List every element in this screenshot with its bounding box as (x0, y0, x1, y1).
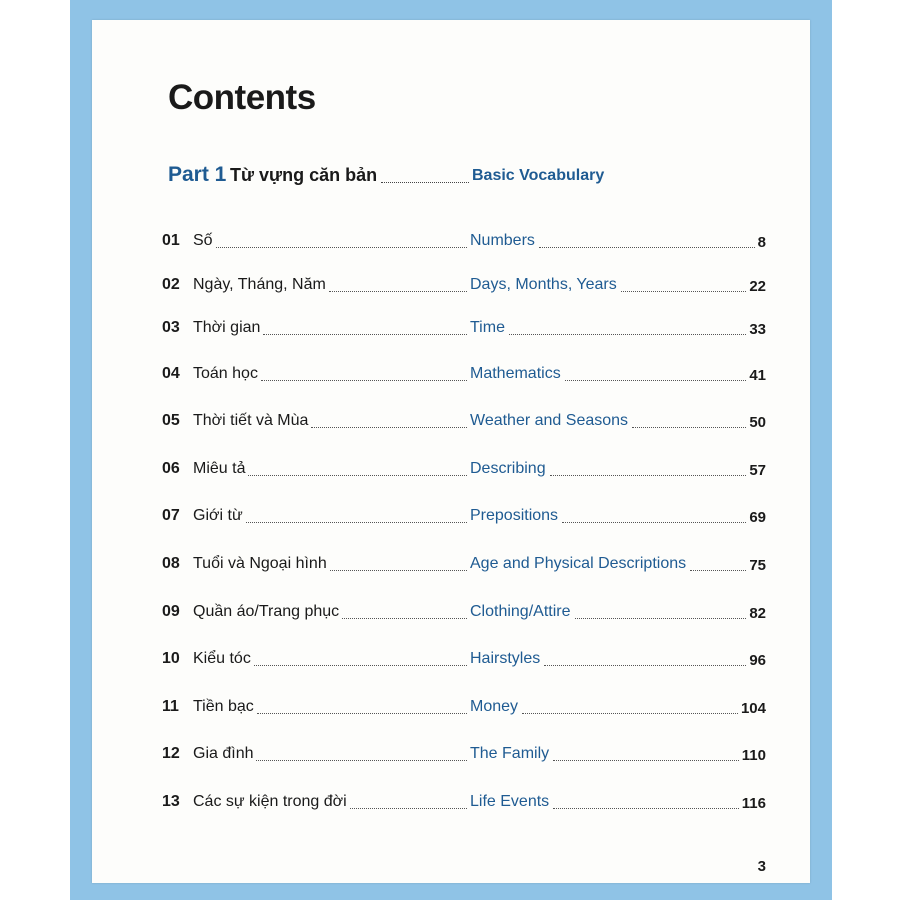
dot-leader (216, 247, 467, 248)
entry-title-vi: Giới từ (193, 507, 243, 524)
entry-title-en: Hairstyles (470, 650, 541, 667)
entry-title-vi: Các sự kiện trong đời (193, 793, 347, 810)
dot-leader (381, 182, 469, 183)
dot-leader (248, 475, 467, 476)
entry-number: 08 (162, 555, 180, 572)
dot-leader (342, 618, 467, 619)
part-heading (168, 163, 768, 193)
entry-title-en: Life Events (470, 793, 550, 810)
entry-title-en: Mathematics (470, 365, 561, 382)
entry-title-en: Clothing/Attire (470, 603, 571, 620)
toc-entry[interactable] (162, 365, 772, 391)
entry-page: 110 (741, 747, 766, 764)
toc-entry[interactable] (162, 460, 772, 486)
dot-leader (690, 570, 746, 571)
entry-page: 33 (749, 321, 766, 338)
entry-title-en: Money (470, 698, 519, 715)
entry-title-en: Age and Physical Descriptions (470, 555, 687, 572)
entry-number: 07 (162, 507, 180, 524)
dot-leader (539, 247, 755, 248)
dot-leader (575, 618, 746, 619)
dot-leader (632, 427, 746, 428)
dot-leader (522, 713, 738, 714)
toc-entry[interactable] (162, 507, 772, 533)
book-page (92, 20, 810, 883)
toc-entry[interactable] (162, 650, 772, 676)
entry-number: 02 (162, 276, 180, 293)
dot-leader (544, 665, 746, 666)
entry-page: 8 (757, 234, 766, 251)
entry-title-vi: Miêu tả (193, 460, 246, 477)
entry-title-en: Describing (470, 460, 546, 477)
entry-title-vi: Thời gian (193, 319, 261, 336)
dot-leader (329, 291, 467, 292)
entry-title-vi: Số (193, 232, 213, 249)
entry-page: 69 (749, 509, 766, 526)
entry-number: 04 (162, 365, 180, 382)
entry-number: 13 (162, 793, 180, 810)
entry-page: 75 (749, 557, 766, 574)
entry-title-en: The Family (470, 745, 550, 762)
dot-leader (263, 334, 467, 335)
toc-entry[interactable] (162, 793, 772, 819)
entry-title-en: Weather and Seasons (470, 412, 629, 429)
entry-title-vi: Kiểu tóc (193, 650, 251, 667)
entry-number: 09 (162, 603, 180, 620)
entry-title-vi: Toán học (193, 365, 258, 382)
entry-page: 82 (749, 605, 766, 622)
dot-leader (350, 808, 467, 809)
entry-number: 01 (162, 232, 180, 249)
page-title: Contents (168, 78, 316, 117)
toc-entry[interactable] (162, 276, 772, 302)
entry-page: 57 (749, 462, 766, 479)
toc-entry[interactable] (162, 232, 772, 258)
dot-leader (261, 380, 467, 381)
toc-entry[interactable] (162, 555, 772, 581)
toc-entry[interactable] (162, 319, 772, 345)
entry-title-vi: Tuổi và Ngoại hình (193, 555, 327, 572)
dot-leader (550, 475, 746, 476)
part-title-vi: Từ vựng căn bản (230, 165, 378, 185)
dot-leader (553, 760, 739, 761)
entry-number: 06 (162, 460, 180, 477)
dot-leader (330, 570, 467, 571)
toc-entry[interactable] (162, 698, 772, 724)
page-number: 3 (757, 858, 766, 875)
entry-number: 11 (162, 698, 179, 715)
entry-number: 03 (162, 319, 180, 336)
dot-leader (509, 334, 746, 335)
dot-leader (254, 665, 467, 666)
part-number: Part 1 (168, 163, 227, 186)
entry-title-en: Prepositions (470, 507, 559, 524)
dot-leader (246, 522, 467, 523)
entry-page: 116 (741, 795, 766, 812)
dot-leader (311, 427, 467, 428)
entry-title-en: Days, Months, Years (470, 276, 617, 293)
entry-title-vi: Ngày, Tháng, Năm (193, 276, 326, 293)
entry-page: 22 (749, 278, 766, 295)
toc-entry[interactable] (162, 412, 772, 438)
toc-entry[interactable] (162, 745, 772, 771)
part-title-en: Basic Vocabulary (472, 167, 605, 184)
entry-page: 104 (740, 700, 766, 717)
entry-number: 12 (162, 745, 180, 762)
entry-title-vi: Thời tiết và Mùa (193, 412, 309, 429)
entry-page: 96 (749, 652, 766, 669)
dot-leader (553, 808, 739, 809)
entry-page: 50 (749, 414, 766, 431)
entry-title-en: Time (470, 319, 505, 336)
dot-leader (565, 380, 746, 381)
entry-title-en: Numbers (470, 232, 535, 249)
entry-page: 41 (749, 367, 766, 384)
entry-title-vi: Tiền bạc (193, 698, 254, 715)
dot-leader (257, 713, 467, 714)
entry-number: 05 (162, 412, 180, 429)
entry-number: 10 (162, 650, 180, 667)
dot-leader (256, 760, 467, 761)
entry-title-vi: Gia đình (193, 745, 254, 762)
entry-title-vi: Quần áo/Trang phục (193, 603, 340, 620)
toc-entry[interactable] (162, 603, 772, 629)
dot-leader (621, 291, 746, 292)
dot-leader (562, 522, 746, 523)
